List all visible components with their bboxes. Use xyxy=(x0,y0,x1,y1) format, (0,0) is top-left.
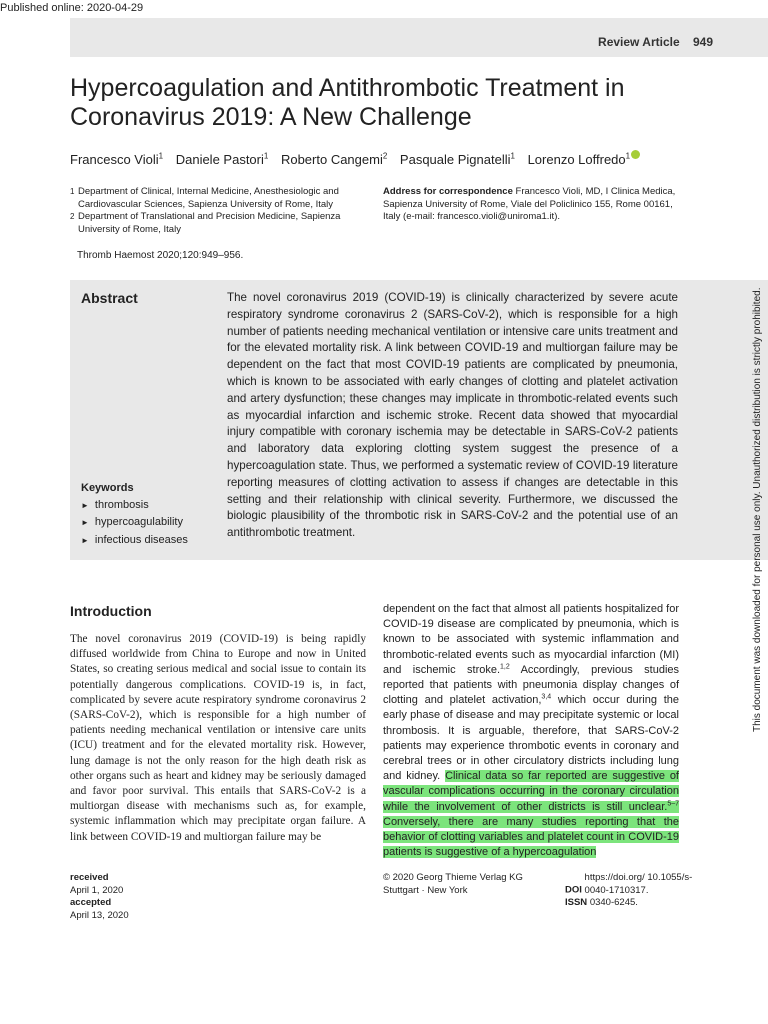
author[interactable]: Francesco Violi$^1$ xyxy=(70,152,164,168)
article-type: Review Article xyxy=(598,35,680,49)
author[interactable]: Daniele Pastori$^1$ xyxy=(175,152,269,168)
affiliations xyxy=(70,186,370,236)
keyword-item[interactable]: ► infectious diseases xyxy=(81,532,188,550)
keywords-heading: Keywords xyxy=(81,482,134,494)
orcid-icon[interactable] xyxy=(631,150,640,159)
keywords xyxy=(81,480,188,549)
author[interactable]: Pasquale Pignatelli$^1$ xyxy=(399,152,515,168)
section-heading: Introduction xyxy=(70,603,152,619)
citation: Thromb Haemost 2020;120:949–956. xyxy=(77,250,244,261)
body-column-right: dependent on the fact that almost all patients hospitalized for COVID-19 disease are complicated by pneumonia, which is known to be associated with systemic inflammation and thrombotic-related events such as myocardial infarction (MI) and ischemic stroke.$^{1,2}$ Accordingly, previous studies reported that patients with pneumonia display changes of clotting and platelet activation,$^{3,4}$ which occur during the early phase of disease and may precipitate systemic or local thrombosis. It is arguable, therefore, that SARS-CoV-2 patients may experience thrombotic events in coronary and cerebral trees or in other circulatory districts including lung and kidney. Clinical data so far reported are suggestive of vascular complications occurring in the coronary circulation while the involvement of other districts is still unclear.$^{5-7}$ Conversely, there are many studies reporting that the behavior of clotting variables and platelet count in COVID-19 patients is suggestive of a hypercoagulation xyxy=(383,603,679,859)
published-date: Published online: 2020-04-29 xyxy=(0,2,144,14)
download-notice: This document was downloaded for personal use only. Unauthorized distribution is strictly prohibited. xyxy=(752,287,763,732)
reference-link[interactable]: 3,4 xyxy=(541,693,552,701)
author-list xyxy=(70,150,649,167)
abstract-heading: Abstract xyxy=(81,290,138,306)
abstract-text: The novel coronavirus 2019 (COVID-19) is clinically characterized by severe acute respiratory syndrome coronavirus 2 (SARS-CoV-2), which is responsible for a high number of patients needing mechanical ventilation or intensive care units treatment and for the elevated mortality risk. A link between COVID-19 and multiorgan failure may be dependent on the fact that most COVID-19 patients are complicated by pneumonia, which is known to be associated with early changes of clotting and platelet activation and artery dysfunction; these changes may implicate in thrombotic-related events such as myocardial infarction and ischemic stroke. Recent data showed that myocardial injury compatible with coronary ischemia may be detectable in SARS-CoV-2 patients and laboratory data exploring clotting system suggest the presence of a hypercoagulation state. Thus, we performed a systematic review of COVID-19 literature reporting measures of clotting activation to assess if changes are detectable in this setting and their relationship with clinical severity. Furthermore, we discussed the biologic plausibility of the thrombotic risk in SARS-CoV-2 and the potential use of an antithrombotic treatment. xyxy=(227,291,678,540)
running-header xyxy=(598,35,713,49)
affiliation-item: 2 Department of Translational and Precision Medicine, Sapienza University of Rome, Italy xyxy=(70,211,341,235)
body-column-left: The novel coronavirus 2019 (COVID-19) is being rapidly diffused worldwide from China to Europe and now in United States, so creating serious medical and social issue to contain its potentially dangerous complications. COVID-19 is, in fact, complicated by severe acute respiratory syndrome coronavirus 2 (SARS-CoV-2), which is responsible for a high number of patients needing mechanical ventilation or intensive care units (ICU) treatment and for the elevated mortality risk. However, lung damage is not the only reason for the high death risk as other organs such as heart and kidney may be seriously damaged and favor poor survival. This entails that SARS-CoV-2 is a multiorgan disease with mechanisms such as, for example, systemic inflammation which may precipitate organ failure. A link between COVID-19 and multiorgan failure may be xyxy=(70,633,366,843)
author[interactable]: Lorenzo Loffredo$^1$ xyxy=(528,152,641,167)
received-dates: received April 1, 2020 accepted April 13, 2020 xyxy=(70,872,129,921)
article-title: Hypercoagulation and Antithrombotic Treatment in Coronavirus 2019: A New Challenge xyxy=(70,74,625,131)
doi-link[interactable]: https://doi.org/ 10.1055/s-0040-1710317. xyxy=(584,872,693,896)
copyright: © 2020 Georg Thieme Verlag KG Stuttgart · New York xyxy=(383,872,523,896)
page-number: 949 xyxy=(692,35,713,49)
reference-link[interactable]: 5–7 xyxy=(667,799,679,807)
reference-link[interactable]: 1,2 xyxy=(500,663,510,671)
keyword-item[interactable]: ► thrombosis xyxy=(81,497,188,515)
doi-issn: DOI https://doi.org/ 10.1055/s-0040-1710317. ISSN 0340-6245. xyxy=(565,872,700,910)
highlighted-text: Clinical data so far reported are suggestive of vascular complications occurring in the coronary circulation while the involvement of other districts is still unclear.$^{5-7}$ xyxy=(383,770,679,813)
correspondence-address: Address for correspondence Francesco Violi, MD, I Clinica Medica, Sapienza University of Rome, Viale del Policlinico 155, Rome 00161, Italy (e-mail: francesco.violi@uniroma1.it). xyxy=(383,186,676,222)
highlighted-text: Conversely, there are many studies reporting that the behavior of clotting variables and platelet count in COVID-19 patients is suggestive of a hypercoagulation xyxy=(383,815,679,859)
author[interactable]: Roberto Cangemi$^2$ xyxy=(280,152,388,168)
keyword-item[interactable]: ► hypercoagulability xyxy=(81,514,188,532)
affiliation-item: 1 Department of Clinical, Internal Medicine, Anesthesiologic and Cardiovascular Sciences, Sapienza University of Rome, Italy xyxy=(70,186,339,210)
